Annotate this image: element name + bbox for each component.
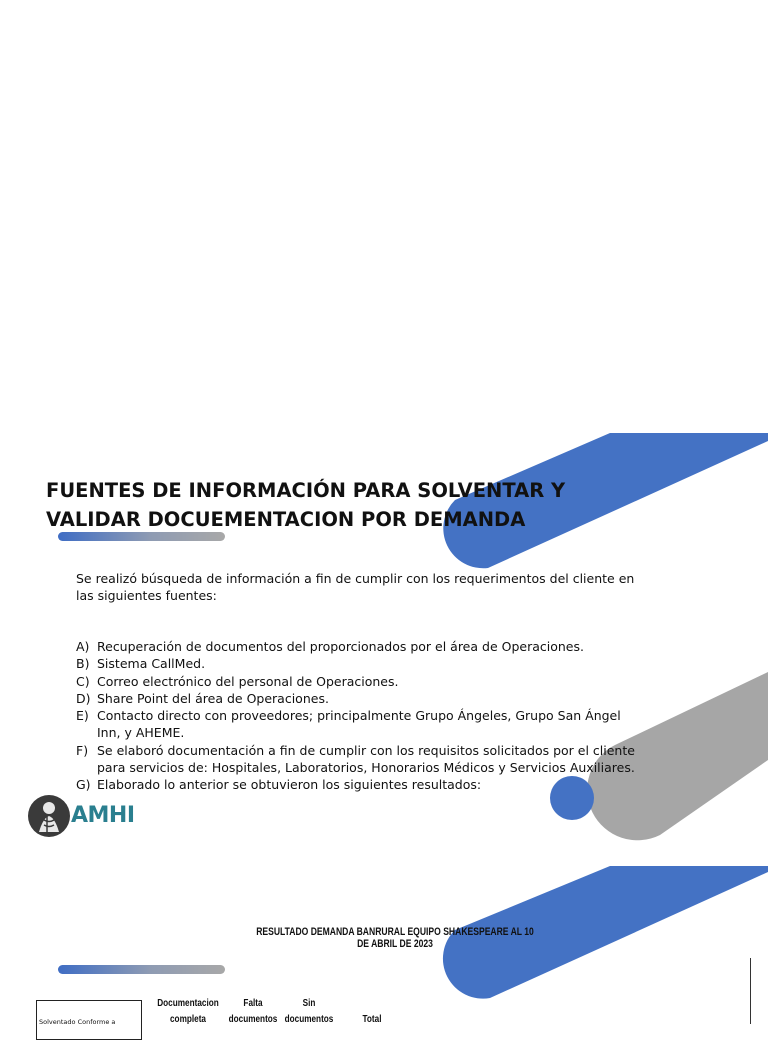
list-item: [76, 655, 636, 672]
list-item: [76, 673, 636, 690]
list-item: [76, 776, 636, 793]
list-marker: F): [76, 742, 89, 758]
sources-list: [76, 638, 636, 794]
list-item-text: Elaborado lo anterior se obtuvieron los siguientes resultados:: [97, 777, 482, 793]
list-item: [76, 638, 636, 655]
list-item: [76, 742, 636, 777]
list-item-text: Contacto directo con proveedores; principalmente Grupo Ángeles, Grupo San Ángel Inn, y AHEME.: [97, 708, 621, 741]
results-row-label-cell: [36, 1000, 142, 1040]
column-header-line: [350, 996, 394, 1012]
page-title-line-1: FUENTES DE INFORMACIÓN PARA SOLVENTAR Y: [46, 479, 566, 502]
list-item: [76, 707, 636, 742]
caduceus-figure-icon: [27, 794, 71, 838]
list-item-text: Recuperación de documentos del proporcionados por el área de Operaciones.: [97, 639, 584, 654]
results-title: RESULTADO DEMANDA BANRURAL EQUIPO SHAKESPEARE AL 10 DE ABRIL DE 2023: [256, 926, 534, 950]
list-marker: D): [76, 690, 91, 706]
column-header-line: documentos: [228, 1014, 278, 1025]
column-header-line: completa: [169, 1014, 207, 1025]
page-title-line-2: VALIDAR DOCUEMENTACION POR DEMANDA: [46, 508, 526, 531]
list-marker: C): [76, 673, 90, 689]
column-header-complete: [157, 996, 219, 1028]
list-item-text: Correo electrónico del personal de Operaciones.: [97, 673, 399, 689]
list-marker: E): [76, 708, 89, 724]
list-marker: A): [76, 639, 90, 654]
title-underline-bar: [58, 532, 225, 541]
list-marker: B): [76, 656, 90, 672]
column-header-missing: [228, 996, 279, 1028]
amhi-logo: [27, 793, 137, 839]
column-header-line: Total: [362, 1014, 382, 1025]
column-header-line: documentos: [284, 1014, 334, 1025]
column-header-none: [284, 996, 335, 1028]
results-underline-bar: [58, 965, 225, 974]
column-header-line: Sin: [302, 998, 316, 1009]
logo-text: AMHI: [71, 803, 135, 828]
list-marker: G): [76, 777, 91, 793]
column-header-line: Documentacion: [157, 998, 219, 1009]
column-header-line: Falta: [243, 998, 263, 1009]
list-item-text: Sistema CallMed.: [97, 656, 206, 672]
divider-line: [750, 958, 751, 1024]
intro-paragraph: Se realizó búsqueda de información a fin de cumplir con los requerimentos del cliente en las siguientes fuentes:: [76, 571, 635, 603]
page-title: [46, 476, 586, 534]
logo-wordmark: [71, 803, 135, 828]
row-label: Solventado Conforme a: [39, 1018, 116, 1026]
list-item-text: Share Point del área de Operaciones.: [97, 690, 329, 706]
list-item: [76, 690, 636, 707]
column-header-total: [350, 996, 394, 1028]
list-item-text: Se elaboró documentación a fin de cumplir con los requisitos solicitados por el cliente para servicios de: Hospitales, Laboratorios, Honorarios Médicos y Servicios Auxiliares.: [97, 742, 635, 776]
